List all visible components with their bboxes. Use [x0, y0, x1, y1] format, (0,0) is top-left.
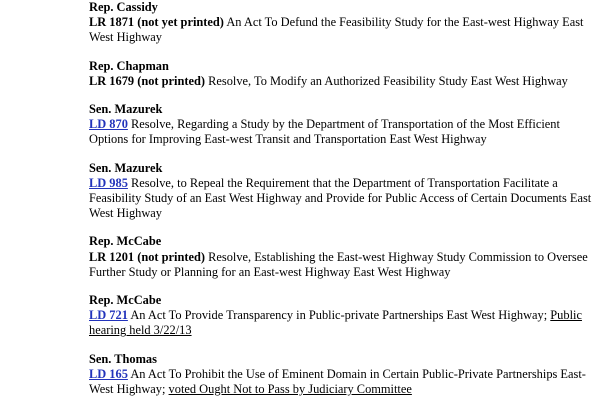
- committee-note: voted Ought Not to Pass by Judiciary Committee: [168, 382, 412, 397]
- bill-title: Resolve, Establishing the East-west Highway Study Commission to Oversee Further Study or Planning for an East-west Highway East West Highway: [89, 249, 588, 279]
- bill-link[interactable]: LD 870: [89, 117, 128, 132]
- bill-description: [89, 15, 594, 45]
- bill-description: [89, 74, 594, 89]
- bill-entry: [89, 234, 594, 280]
- print-status: (not yet printed): [137, 15, 224, 30]
- bill-entry: [89, 352, 594, 398]
- bill-entry: [89, 59, 594, 89]
- print-status: (not printed): [137, 73, 206, 88]
- bill-list: [89, 0, 594, 397]
- sponsor-name: Rep. McCabe: [89, 293, 162, 308]
- bill-title: Resolve, to Repeal the Requirement that the Department of Transportation Facilitate a Feasibility Study of an East West Highway and Provide for Public Access of Certain Documents East West Highway: [89, 175, 592, 221]
- bill-title: Resolve, Regarding a Study by the Department of Transportation of the Most Efficient Options for Improving East-west Transit and Transportation East West Highway: [89, 117, 560, 147]
- bill-number: LR 1871: [89, 15, 135, 30]
- sponsor-name: Rep. Cassidy: [89, 0, 158, 14]
- bill-link[interactable]: LD 985: [89, 175, 128, 190]
- sponsor-name: Sen. Mazurek: [89, 160, 163, 175]
- bill-description: [89, 176, 594, 222]
- bill-description: [89, 117, 594, 147]
- bill-description: [89, 367, 594, 397]
- bill-number: LR 1679: [89, 73, 135, 88]
- bill-description: [89, 250, 594, 280]
- sponsor-name: Rep. McCabe: [89, 234, 162, 249]
- bill-title: An Act To Defund the Feasibility Study for the East-west Highway East West Highway: [89, 15, 584, 45]
- bill-entry: [89, 0, 594, 46]
- bill-description: [89, 308, 594, 338]
- bill-link[interactable]: LD 721: [89, 308, 128, 323]
- sponsor-name: Sen. Thomas: [89, 351, 157, 366]
- print-status: (not printed): [137, 249, 206, 264]
- bill-entry: [89, 161, 594, 222]
- bill-title: An Act To Provide Transparency in Public-private Partnerships East West Highway;: [130, 308, 548, 323]
- sponsor-name: Sen. Mazurek: [89, 102, 163, 117]
- bill-link[interactable]: LD 165: [89, 366, 128, 381]
- bill-number: LR 1201: [89, 249, 135, 264]
- bill-title: An Act To Prohibit the Use of Eminent Domain in Certain Public-Private Partnerships East-West Highway;: [89, 366, 586, 397]
- sponsor-name: Rep. Chapman: [89, 58, 169, 73]
- bill-title: Resolve, To Modify an Authorized Feasibility Study East West Highway: [208, 73, 568, 88]
- bill-entry: [89, 102, 594, 148]
- hearing-note: Public hearing held 3/22/13: [89, 308, 582, 338]
- bill-entry: [89, 293, 594, 339]
